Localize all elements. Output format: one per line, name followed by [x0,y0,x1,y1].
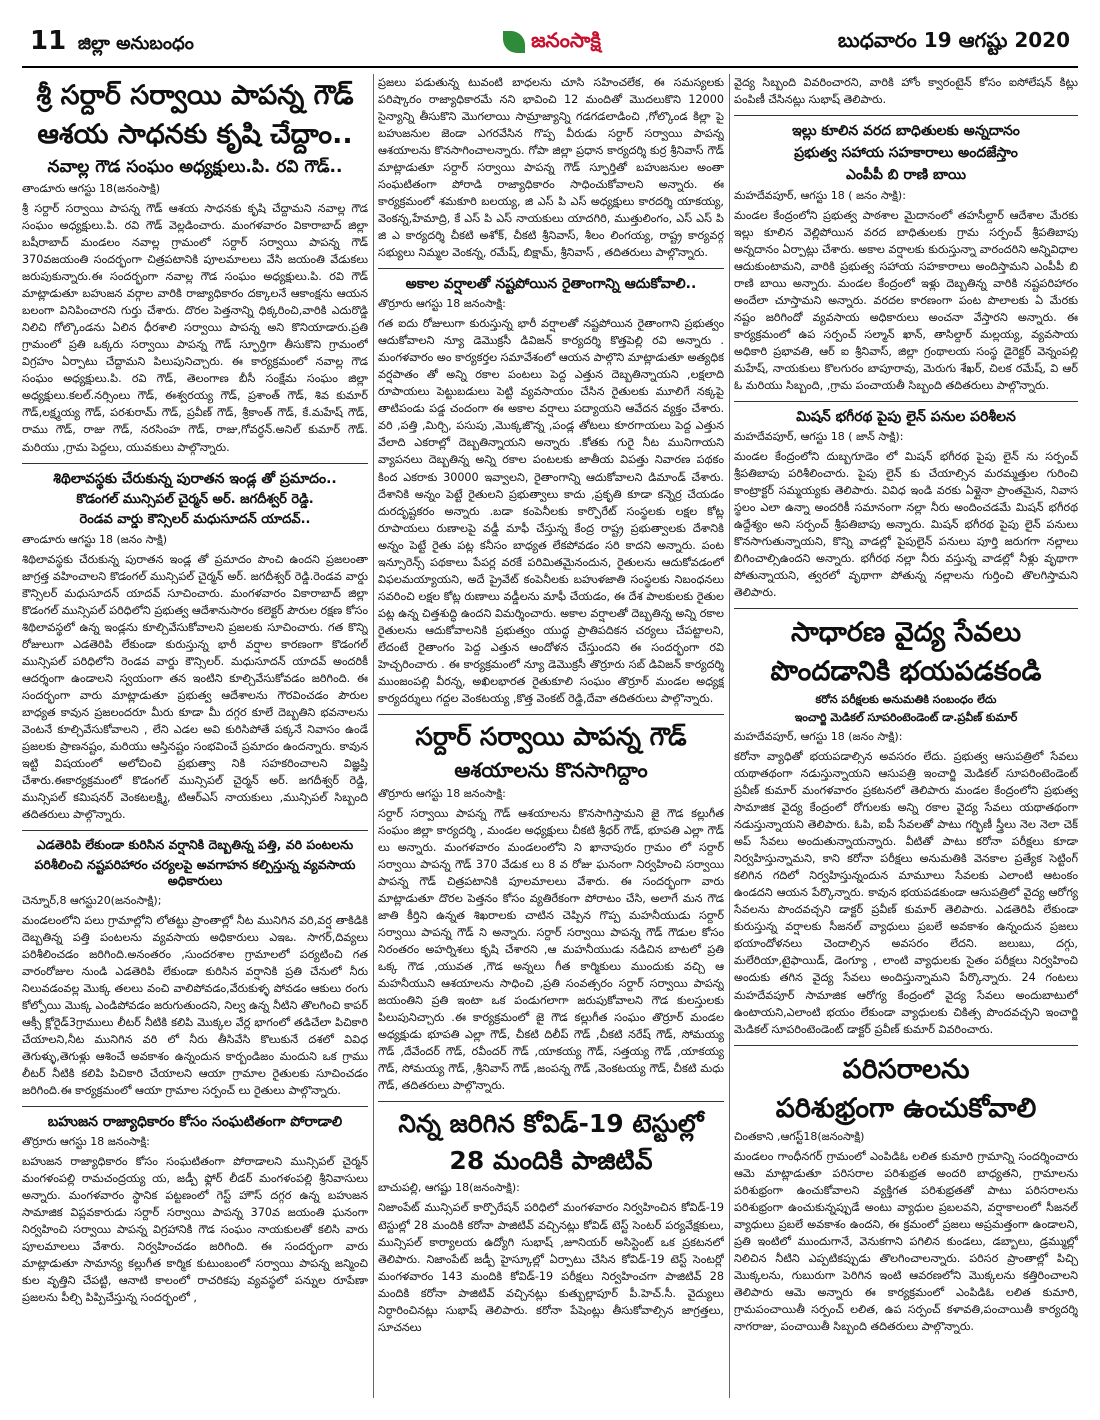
article-body: సర్దార్ సర్వాయి పాపన్న గౌడ్ ఆశయాలను కొనసాగిస్తామని జై గౌడ కల్లుగీత సంఘం జిల్లా కార్యదర్శి , మండల అధ్యక్షులు చీకటి శ్రీధర్ గౌడ్, భూపతి ఎల్లా గౌడ్ లు అన్నారు. మంగళవారం మండలంలోని ని ఖానాపురం గ్రామం లో సర్దార్ సర్వాయి పాపన్న గౌడ్ 370 వేడుక లు 8 వ రోజు ఘనంగా నిర్వహించి సర్వాయి పాపన్న గౌడ్ చిత్రపటానికి పూలమాలలు వేశారు. ఈ సందర్భంగా వారు మాట్లాడుతూ దొరల పెత్తనం కోసం వ్యతిరేకంగా పోరాటం చేసి, అలాగే మన గౌడ జాతి కీర్తిని ఉన్నత శిఖరాలకు చాటిన చెప్పిన గొప్ప మహనీయుడు సర్దార్ సర్వాయి పాపన్న గౌడ్ ని అన్నారు. సర్దార్ సర్వాయి పాపన్న గౌడ్ గౌడుల కోసం నిరంతరం అహర్నిశలు కృషి చేశారని ,ఆ మహనీయుడు నడిచిన బాటలో ప్రతి ఒక్క గౌడ ,యువత ,గౌడ అన్నలు గీత కార్మికులు ముందుకు వచ్చి ఆ మహనీయుని ఆశయాలను సాధించి ,ప్రతి సంవత్సరం సర్దార్ సర్వాయి పాపన్న జయంతిని ప్రతి ఇంటా ఒక పండుగలాగా జరుపుకోవాలని గౌడ కులస్తులకు పిలుపునిచ్చారు .ఈ కార్యక్రమంలో జై గౌడ కల్లుగీత సంఘం తొర్రూర్ మండల అధ్యక్షుడు భూపతి ఎల్లా గౌడ్, చీకటి దిలీప్ గౌడ్ ,చీకటి నరేష్ గౌడ్, సోమయ్య గౌడ్ ,దేవేందర్ గౌడ్, రవీందర్ గౌడ్ ,యాకయ్య గౌడ్, సత్తయ్య గౌడ్ ,యాకయ్య గౌడ్, సోమయ్య గౌడ్, ,శ్రీనివాస్ గౌడ్ ,జంపన్న గౌడ్ ,వెంకటయ్య గౌడ్, చీకటి మధు గౌడ్, తదితరులు పాల్గొన్నారు. [378,807,724,1093]
headline: సాధారణ వైద్య సేవలు [790,617,1022,649]
column-3 [734,74,1078,1398]
subheadline: నవాల్ల గౌడ సంఘం అధ్యక్షులు.పి. రవి గౌడ్.. [47,157,343,178]
article-body: నిజాంపేట్ మున్సిపల్ కార్పొరేషన్ పరిధిలో మంగళవారం నిర్వహించిన కోవిడ్-19 టెస్టుల్లో 28 మందికి కరోనా పాజిటివ్ వచ్చినట్లు కోవిడ్ టెస్ట్ సెంటర్ పర్యవేక్షకులు, మున్సిపల్ కార్యాలయ ఉద్యోగి సుభాష్ ,జూనియర్ అసిస్టెంట్ ఒక ప్రకటనలో తెలిపారు. నిజాంపేట్ జడ్పీ హైస్కూల్లో ఏర్పాటు చేసిన కోవిడ్-19 టెస్ట్ సెంటర్లో మంగళవారం 143 మందికి కోవిడ్-19 పరీక్షలు నిర్వహించగా పాజిటివ్ 28 మందికి కరోనా పాజిటివ్ వచ్చినట్లు కుత్బుల్లాపూర్ పీ.హెచ్.సీ. వైద్యులు నిర్ధారించినట్లు సుభాష్ తెలిపారు. కరోనా పేషెంట్లు తీసుకోవాల్సిన జాగ్రత్తలు, సూచనలు [378,1201,724,1334]
subheadline: కరోన పరీక్షలకు అనుమతికి సంబంధం లేదు [815,693,997,707]
page-header-left [30,26,194,58]
column-1 [22,74,368,1398]
logo-text: జనంసాక్షి [531,27,601,52]
article-farmers-rain [378,275,724,707]
divider [378,714,724,715]
headline: మిషన్ భగీరథ పైపు లైన్ పనుల పరిశీలన [796,408,1016,425]
article-body: శ్రీ సర్దార్ సర్వాయి పాపన్న గౌడ్ ఆశయ సాధనకు కృషి చేద్దామని నవాల్ల గౌడ సంఘం అధ్యక్షులు.పి. రవి గౌడ్ వెల్లడించారు. మంగళవారం వికారాబాద్ జిల్లా బషీరాబాద్ మండలం నవాల్ల గ్రామంలో సర్దార్ సర్వాయి పాపన్న గౌడ్ 370వజయంతి సందర్భంగా చిత్రపటానికి పూలమాలలు వేసి జయంతి వేడుకలు జరుపుకున్నారు.ఈ సందర్భంగా నవాల్ల గౌడ సంఘం అధ్యక్షులు.పి. రవి గౌడ్ మాట్లాడుతూ బహుజన వర్గాల వారికి రాజ్యాధికారం దక్కాలనే ఆకాంక్షను ఆయన బలంగా వినిపించారని గుర్తు చేశారు. దొరల పెత్తనాన్ని ధిక్కరించి,వారికి ఎదురొడ్డి నిలిచి గోల్కొండను ఏలిన ధీరశాలి సర్వాయి పాపన్న అని కొనియాడారు.ప్రతి గ్రామంలో ప్రతి ఒక్కరు సర్వాయి పాపన్న గౌడ్ స్ఫూర్తిగా తీసుకొని గ్రామంలో విగ్రహం ఏర్పాటు చేద్దామని పిలుపునిచ్చారు. ఈ కార్యక్రమంలో నవాల్ల గౌడ సంఘం అధ్యక్షులు.పి. రవి గౌడ్, తెలంగాణ బీసీ సంక్షేమ సంఘం జిల్లా అధ్యక్షులు.కలల్.నర్సింలు గౌడ్, ఈశ్వరయ్య గౌడ్, ప్రశాంత్ గౌడ్, శివ కుమార్ గౌడ్,లక్ష్మయ్య గౌడ్, పరశురామ్ గౌడ్, ప్రవీణ్ గౌడ్, శ్రీకాంత్ గౌడ్, కే.మహేష్ గౌడ్, రాము గౌడ్, రాజు గౌడ్, నరసింహ గౌడ్, రాజు,గోవర్ధన్.అనిల్ కుమార్ గౌడ్. మరియు ,గ్రామ పెద్దలు, యువకులు పాల్గొన్నారు. [22,202,368,454]
article-cleanliness [734,1052,1078,1335]
article-body: వైద్య సిబ్బంది వివరించారని, వారికి హోం క్వారంటైన్ కోసం ఐసోలేషన్ కిట్లు పంపిణీ చేసినట్లు సుభాష్ తెలిపారు. [734,76,1078,107]
column-divider [373,74,374,1398]
article-mission-bhagiratha [734,408,1078,601]
section-label: జిల్లా అనుబంధం [77,33,194,54]
headline: పొందడానికి భయపడకండి [770,656,1042,688]
dateline: మహదేవపూర్, ఆగస్టు 18 ( జాన్ సాక్షి): [734,429,904,443]
headline: శిథిలావస్థకు చేరుకున్న పురాతన ఇండ్ల తో ప్రమాదం.. [53,470,337,487]
article-body: బహుజన రాజ్యాధికారం కోసం సంఘటితంగా పోరాడాలని మున్సిపల్ చైర్మన్ మంగళంపల్లి రామచంద్రయ్య య, జడ్పీ ఫ్లోర్ లీడర్ మంగళంపల్లి శ్రీనివాసులు అన్నారు. మంగళవారం స్థానిక పట్టణంలో గెస్ట్ హౌస్ దగ్గర ఉన్న బహుజన సామాజిక విప్లవకారుడు సర్దార్ సర్వాయి పాపన్న 370వ జయంతి ఘనంగా నిర్వహించి సర్వాయి పాపన్న విగ్రహానికి గౌడ సంఘం నాయకులతో కలిసి వారు పూలమాలలు వేశారు. నిర్వహించడం జరిగింది. ఈ సందర్భంగా వారు మాట్లాడుతూ సామాన్య కల్లుగీత కార్మిక కుటుంబంలో సర్వాయి పాపన్న జన్మించి కుల వృత్తిని చేపట్టి, ఆనాటి కాలంలో రాచరికపు వ్యవస్థలో పన్నుల రూపేణా ప్రజలను పీల్చి పిప్పిచేస్తున్న సందర్భంలో , [22,1155,368,1305]
headline: ఎంపీపీ బి రాణి బాయి [845,167,967,184]
dateline: మహదేవపూర్, ఆగస్టు 18 (జనం సాక్షి): [734,730,903,744]
divider [22,830,368,831]
article-bahujana [22,1113,368,1306]
divider [378,268,724,269]
leaf-icon [503,31,525,53]
article-body: మండల కేంద్రంలోని దుబ్బగూడెం లో మిషన్ భగీరథ పైపు లైన్ ను సర్పంచ్ శ్రీపతిబాపు పరిశీలించారు. పైపు లైన్ కు చేయాల్సిన మరమ్మత్తుల గురించి కాంట్రాక్టర్ సమ్మయ్యకు తెలిపారు. వివిధ ఇండి వరకు ఏళ్లైనా ప్రాంతమైన, నివాస స్థలం ఎలా ఉన్నా అందరికీ సమానంగా నల్లా నీరు అందించడమే మిషన్ భగీరథ ఉద్దేశ్యం అని సర్పంచ్ శ్రీపతిబాపు అన్నారు. మిషన్ భగీరథ పైపు లైన్ పనులు కొనసాగుతున్నాయని, కొన్ని వాడల్లో పైపులైన్ పనులు పూర్తి జరుగగా నల్లాలు బిగించాల్సిఉందని అన్నారు. భగీరథ నల్లా నీరు వస్తున్న వాడల్లో నీళ్లు వృథాగా పోతున్నాయని, త్వరలో వృథాగా పోతున్న నల్లాలను గుర్తించి తొలగిస్తామని తెలిపారు. [734,449,1078,600]
masthead [22,22,1078,68]
page-number: 11 [30,26,67,56]
divider [734,608,1078,609]
newspaper-logo [472,24,632,60]
article-body: మండలం గాంధీనగర్ గ్రామంలో ఎంపిడిఓ లలిత కుమారి గ్రామాన్ని సందర్శించారు ఆమె మాట్లాడుతూ పరిసరాల పరిశుభ్రత అందరి బాధ్యతని, గ్రామాలను పరిశుభ్రంగా ఉంచుకోవాలని వ్యక్తిగత పరిశుభ్రతతో పాటు పరిసరాలను పరిశుభ్రంగా ఉంచుకున్నప్పుడే అంటు వ్యాధుల ప్రబలవని, వర్షాకాలంలో సీజనల్ వ్యాధులు ప్రబలే అవకాశం ఉందని, ఈ క్రమంలో ప్రజలు అప్రమత్తంగా ఉండాలని, ప్రతి ఇంటిలో ముందుగానే, వెనుకగాని పగిలిన కుండలు, డబ్బాలు, డ్రమ్ముల్లో నిలిచిన నీటిని ఎప్పటికప్పుడు తొలగించాలన్నారు. పరిసర ప్రాంతాల్లో పిచ్చి మొక్కలను, గుబురుగా పెరిగిన ఇంటి ఆవరణలోని మొక్కలను కత్తిరించాలని తెలిపారు ఆమె అన్నారు ఈ కార్యక్రమంలో ఎంపిడిఓ లలిత కుమారి, గ్రామపంచాయితీ సర్పంచ్ లలిత, ఉప సర్పంచ్ కళావతి,పంచాయితీ కార్యదర్శి నాగరాజు, పంచాయితీ సిబ్బంది తదితరులు పాల్గొన్నారు. [734,1149,1078,1333]
article-flood-victims [734,122,1078,394]
headline: ప్రభుత్వ సహాయ సహకారాలు అందజేస్తాం [794,145,1018,162]
dateline: బాచుపల్లి, ఆగష్టు 18(జనంసాక్షి): [378,1181,520,1195]
dateline: తొర్రూరు ఆగస్టు 18 జనంసాక్షి: [22,1135,150,1149]
article-body: శిథిలావస్థకు చేరుకున్న పురాతన ఇండ్ల తో ప్రమాదం పొంచి ఉందని ప్రజలంతా జాగ్రత్త వహించాలని కొడంగల్ మున్సిపల్ చైర్మన్ అర్. జగదీశ్వర్ రెడ్డి.రెండవ వార్డు కౌన్సిలర్ మధుసూదన్ యాదవ్ సూచించారు. మంగళవారం వికారాబాద్ జిల్లా కొడంగల్ మున్సిపల్ పరిధిలోని ప్రభుత్వ ఆదేశానుసారం కలెక్టర్ పౌరుల రక్షణ కోసం శిథిలావస్థలో ఉన్న ఇండ్లను కూల్చివేసుకోవాలని ప్రజలకు సూచించారు. గత కొన్ని రోజులుగా ఎడతెరిపి లేకుండా కురుస్తున్న భారీ వర్షాల కారణంగా కొడంగల్ మున్సిపల్ పరిధిలోని రెండవ వార్డు కౌన్సిలర్. మధుసూదన్ యాదవ్ అందరికీ ఆదర్శంగా ఉండాలని స్వయంగా తన ఇంటిని కూల్చివేసుకోవడం జరిగింది. ఈ సందర్భంగా వారు మాట్లాడుతూ ప్రభుత్వ ఆదేశాలను గౌరవించడం పౌరుల బాధ్యత కావున ప్రజలందరూ మీరు కూడా మీ దగ్గర కూలే దెబ్బతిని భవనాలను వెంటనే కూల్చివేసుకోవాలని , లేని ఎడల అవి కురిసిపోతే పక్కనే నివాసం ఉండే ప్రజలకు ప్రాణనష్టం, మరియు ఆస్తినష్టం సంభవించే ప్రమాదం ఉందన్నారు. కావున ఇట్టి విషయంలో అలోచించి ప్రభుత్వా నికి సహకరించాలని విజ్ఞప్తి చేశారు.ఈకార్యక్రమంలో కొడంగల్ మున్సిపల్ చైర్మన్ అర్. జగదీశ్వర్ రెడ్డి, మున్సిపల్ కమిషనర్ వెంకటలక్ష్మి, టిఆర్ఎస్ నాయకులు ,మున్సిపల్ సిబ్బంది తదితరులు పాల్గొన్నారు. [22,552,368,821]
headline: నిన్న జరిగిన కోవిడ్-19 టెస్టుల్లో [398,1109,704,1139]
article-continuation [734,74,1078,108]
headline: పరిసరాలను [842,1053,970,1085]
article-covid-tests [378,1108,724,1335]
article-continuation [378,74,724,261]
dateline: తాండూరు ఆగస్టు 18(జనంసాక్షి) [22,182,161,196]
subheadline: కొడంగల్ మున్సిపల్ చైర్మన్ అర్. జగదీశ్వర్ రెడ్డి. [76,491,314,507]
dateline: తొర్రూరు ఆగస్టు 18 జనంసాక్షి: [378,297,506,311]
column-divider [729,74,730,1398]
dateline: చెన్నూర్,8 ఆగస్టు20(జనంసాక్షి); [22,893,162,907]
article-body: మండల కేంద్రంలోని ప్రభుత్వ పాఠశాల మైదానంలో తహసీల్దార్ ఆదేశాల మేరకు ఇల్లు కూలిన వెల్లిపోయిన వరద బాధితులకు గ్రామ సర్పంచ్ శ్రీపతిబాపు అన్నదానం ఏర్పాట్లు చేశారు. అకాల వర్షాలకు కురుస్తున్నా వారందరిని అన్నివిధాల ఆదుకుంటామని, వారికి ప్రభుత్వ సహాయ సహకారాలు అందిస్తామని ఎంపీపీ బి రాణి బాయి అన్నారు. మండల కేంద్రంలో ఇళ్లు దెబ్బతిన్న వారికి నష్టపరిహారం అందేలా చూస్తామని అన్నారు. వరదల కారణంగా పంట పొలాలకు ఏ మేరకు నష్టం జరిగిందో వ్యవసాయ అధికారులు అంచనా వేస్తారని అన్నారు. ఈ కార్యక్రమంలో ఉప సర్పంచ్ సల్మాన్ ఖాన్, తాసిల్దార్ మల్లయ్య, వ్యవసాయ అధికారి ప్రభావతి, ఆర్ ఐ శ్రీనివాస్, జిల్లా గ్రంథాలయ సంస్థ డైరెక్టర్ వెన్నంపల్లి మహేష్, నాయకులు కొలగురం బాపూరావు, మెరుగు శేఖర్, చిలక రమేష్, వి ఆర్ ఓ మరియు సిబ్బంది, ,గ్రామ పంచాయతీ సిబ్బంది తదితరులు పాల్గొన్నారు. [734,208,1078,392]
article-body: ప్రజలు పడుతున్న టువంటి బాధలను చూసి సహించలేక, ఈ సమస్యలకు పరిష్కారం రాజ్యాధికారమే నని భావించి 12 మందితో మొదలుకొని 12000 సైన్యాన్ని తీసుకొని మొగలాయి సామ్రాజ్యాన్ని గడగడలాడించి ,గోల్కొండ కిల్లా పై బహుజనుల జెండా ఎగరవేసిన గొప్ప వీరుడు సర్దార్ సర్వాయి పాపన్న ఆశయాలను కొనసాగించాలన్నారు. గోపా జిల్లా ప్రధాన కార్యదర్శి కుర్ర శ్రీనివాస్ గౌడ్ మాట్లాడుతూ సర్దార్ సర్వాయి పాపన్న గౌడ్ స్ఫూర్తితో బహుజనుల అంతా సంఘటితంగా పోరాడి రాజ్యాధికారం సాధించుకోవాలని అన్నారు. ఈ కార్యక్రమంలో శమకూరి బలయ్య, జి ఎస్ పి ఎస్ అధ్యక్షులు కారదర్శి యాకయ్య, వెంకన్న,హేమాద్రి, కే ఎస్ పి ఎస్ నాయకులు యాదగిరి, ముత్తులింగం, ఎస్ ఎస్ పి జి ఎ కార్యదర్శి చీకటి అశోక్, చీకటి శ్రీనివాస్, శీలం లింగయ్య, రాష్ట్ర కార్యవర్గ సభ్యులు నిమ్మల వెంకన్న, రమేష్, బిక్షామ్, శ్రీనివాస్ , తదితరులు పాల్గొన్నారు. [378,76,724,260]
article-crop-damage [22,837,368,1099]
headline: సర్దార్ సర్వాయి పాపన్న గౌడ్ [415,721,687,751]
divider [734,115,1078,116]
subheadline: ఇంచార్జి మెడికల్ సూపరింటెండెంట్ డా.ప్రవీణ్ కుమార్ [794,711,1018,725]
article-papanna-ideals [378,721,724,1095]
dateline: తొర్రూరు ఆగస్టు 18 జనంసాక్షి: [378,787,506,801]
divider [734,401,1078,402]
newspaper-page [22,22,1078,1402]
article-medical-services [734,615,1078,1037]
article-body: గత ఐదు రోజులుగా కురుస్తున్న భారీ వర్షాలతో నష్టపోయిన రైతాంగాని ప్రభుత్వం ఆదుకోవాలని న్యూ డెమొక్రసీ డివిజన్ కార్యదర్శి కొత్తపెల్లి రవి అన్నారు . మంగళవారం అం కార్యకర్తల సమావేశంలో ఆయన పాల్గొని మాట్లాడుతూ అత్యధిక వర్షపాతం తో అన్ని రకాల పంటలు పెద్ద ఎత్తున దెబ్బతిన్నాయని ,లక్షలాది రూపాయలు పెట్టుబడులు పెట్టి వ్యవసాయం చేసిన రైతులకు మూలిగే నక్కపై తాటిపండు పడ్డ చందంగా ఈ అకాల వర్షాలు పద్యాయని ఆవేదన వ్యక్తం చేశారు. వరి ,పత్తి ,మిర్చి, పసుపు ,మొక్కజొన్న ,పండ్ల తోటలు కూరగాయలు పెద్ద ఎత్తున వేలాది ఎకరాల్లో దెబ్బతిన్నాయని అన్నారు .కోతకు గురై నీట మునిగాయని వ్యాపనలు దెబ్బతిన్న అన్ని రకాల పంటలకు జాతీయ విపత్తు నివారణ పథకం కింద ఎకరాకు 30000 ఇవ్వాలని, రైతాంగాన్ని ఆదుకోవాలని డిమాండ్ చేశారు. దేశానికి అన్నం పెట్టే రైతులని ప్రభుత్వాలు కాదు ,ప్రకృతి కూడా కన్నెర్ర చేయడం దురదృష్టకరం అన్నారు .బడా కంపెనీలకు కార్పొరేట్ సంస్థలకు లక్షల కోట్ల రూపాయలు రుణాలపై వడ్డీ మాఫీ చేస్తున్న కేంద్ర రాష్ట్ర ప్రభుత్వాలకు దేశానికి అన్నం పెట్టే రైతు పట్ల కనీసం బాధ్యత లేకపోవడం సరి కాదని అన్నారు. పంట ఇన్సూరెన్స్ పథకాలు పేపర్ల వరకే పరిమితమైనందున, రైతులను ఆదుకోవడంలో విఫలమయ్యాయని, అదే ప్రైవేట్ కంపెనీలకు బహుళజాతి సంస్థలకు నిబంధనలు సవరించి లక్షల కోట్ల రుణాలు వడ్డీలను మాఫీ చేయడం, ఈ దేశ పాలకులకు రైతుల పట్ల ఉన్న చిత్తశుద్ధి ఉందని విమర్శించారు. అకాల వర్షాలతో దెబ్బతిన్న అన్ని రకాల రైతులను ఆదుకోవాలనికి ప్రభుత్వం యుద్ధ ప్రాతిపదికన చర్యలు చేపట్టాలని, లేదంటే రైతాంగం పెద్ద ఎత్తున ఆందోళన చేస్తుందని ఈ సందర్భంగా రవి హెచ్చరించారు . ఈ కార్యక్రమంలో న్యూ డెమొక్రసీ తొర్రూరు సబ్ డివిజన్ కార్యదర్శి ముంజంపల్లి వీరన్న, అఖిలభారత రైతుకూలి సంఘం తొర్రూర్ మండల అధ్యక్ష కార్యదర్శులు గద్దల వెంకటయ్య ,కొత్త వెంకట్ రెడ్డి,దేవా తదితరులు పాల్గొన్నారు. [378,317,724,705]
dateline: మహదేవపూర్, ఆగస్టు 18 ( జనం సాక్షి): [734,188,906,202]
dateline: చింతకాని ,ఆగస్ట్18(జనంసాక్షి) [734,1129,865,1143]
issue-date: బుధవారం 19 ఆగష్టు 2020 [837,28,1070,52]
divider [378,1101,724,1102]
headline: 28 మందికి పాజిటివ్ [449,1145,653,1175]
headline: అకాల వర్షాలతో నష్టపోయిన రైతాంగాన్ని ఆదుకోవాలి.. [405,276,697,293]
headline: ఆశయ సాధనకు కృషి చేద్దాం.. [37,119,353,151]
subheadline: రెండవ వార్డు కౌన్సిలర్ మధుసూదన్ యాదవ్.. [79,511,311,527]
article-body: కరోనా వ్యాధితో భయపడాల్సిన అవసరం లేదు. ప్రభుత్వ ఆసుపత్రిలో సేవలు యథాతథంగా నడుస్తున్నాయని ఆసుపత్రి ఇంచార్జి మెడికల్ సూపరింటెండెంట్ ప్రవీణ్ కుమార్ మంగళవారం ప్రకటనలో తెలిపారు మండల కేంద్రంలోని ప్రభుత్వ సామాజిక వైద్య కేంద్రంలో రోగులకు అన్ని రకాల వైద్య సేవలు యథాతథంగా నడుస్తున్నాయని తెలిపారు. ఓపి, ఐపీ సేవలతో పాటు గర్భిణీ స్త్రీలు నెల నెలా చెక్ అప్ సేవలు అందుతున్నాయన్నారు. వీటితో పాటు కరోనా పరీక్షలు కూడా నిర్వహిస్తున్నామని, కాని కరోనా పరీక్షలు అనుమతికి వెనకాల ప్రత్యేక సెట్టింగ్ కలిగిన గదిలో నిర్వహిస్తున్నందున మామూలు సేవలకు ఎలాంటి ఆటంకం ఉండదని ఆయన పేర్కొన్నారు. కావున భయపడకుండా ఆసుపత్రిలో వైద్య ఆరోగ్య సేవలను పొందవచ్చని డాక్టర్ ప్రవీణ్ కుమార్ తెలిపారు. ఎడతెరిపి లేకుండా కురుస్తున్న వర్షాలకు సీజనల్ వ్యాధులు ప్రబలే అవకాశం ఉన్నందున ప్రజలు భయాందోళనలు చెందాల్సిన అవసరం లేదని. జలుబు, దగ్గు, మలేరియా,టైఫాయిడ్, డెంగ్యూ , లాంటి వ్యాధులకు సైతం పరీక్షలు నిర్వహించి అందుకు తగిన వైద్య సేవలు అందిస్తున్నామని పేర్కొన్నారు. 24 గంటలు మహదేవపూర్ సామాజిక ఆరోగ్య కేంద్రంలో వైద్య సేవలు అందుబాటులో ఉంటాయని,ఎలాంటి భయం లేకుండా వ్యాధులకు చికిత్స పొందవచ్చని ఇంచార్జి మెడికల్ సూపరింటెండెంట్ డాక్టర్ ప్రవీణ్ కుమార్ వివరించారు. [734,750,1078,1036]
headline: శ్రీ సర్దార్ సర్వాయి పాపన్న గౌడ్ [36,80,354,111]
article-body: మండలంలోని పలు గ్రామాల్లోని లోతట్టు ప్రాంతాల్లో నీట మునిగిన వరి,వర్ష తాకిడికి దెబ్బతిన్న పత్తి పంటలను వ్యవసాయ అధికారులు ఎఇఒ. సాగర్,దివ్యలు పరిశీలించడం జరిగింది.అనంతరం ,సుందరశాల గ్రామాలలో పర్యటించి గత వారంరోజుల నుండి ఎడతెరిపి లేకుండా కురిసిన వర్షానికి ప్రతి చేనులో నీరు నిలువడంవల్ల మొక్క తలలు వంచి వాలిపోవడం,వేరుకుళ్ళ పోవడం ఆకులు రంగు కోల్పోయి మొక్క ఎండిపోవడం జరుగుతుందని, నిల్వ ఉన్న నీటిని తొలగించి కాపర్ ఆక్సీ క్లోరైడ్3గ్రాములు లీటర్ నీటికి కలిపి మొక్కల వేర్ల భాగంలో తడిచేలా పిచికారి చేయాలని,నీట మునిగిన వరి లో నీరు తీసివేసి కొలుకునే దశలో వివిధ తెగుళ్ళు,తెగుళ్లు ఆశించే అవకాశం ఉన్నందున కార్బండిజం మందుని ఒక గ్రాము లీటర్ నీటికి కలిపి పిచికారి చేయాలని ఆయా గ్రామాల రైతులకు సూచించడం జరిగింది.ఈ కార్యక్రమంలో ఆయా గ్రామాల సర్పంచ్ లు రైతులు పాల్గొన్నారు. [22,913,368,1097]
article-old-houses [22,470,368,823]
divider [22,463,368,464]
headline: పరిశీలించి నష్టపరిహారం చర్యలపై అవగాహన కల్పిస్తున్న వ్యవసాయ అధికారులు [34,857,356,889]
article-papanna-navalla [22,78,368,456]
divider [22,1106,368,1107]
headline: ఇల్లు కూలిన వరద బాధితులకు అన్నదానం [792,123,1020,140]
divider [734,1045,1078,1046]
dateline: తాండూరు ఆగస్టు 18 (జనం సాక్షి) [22,532,168,546]
column-2 [378,74,724,1398]
headline: పరిశుభ్రంగా ఉంచుకోవాలి [775,1092,1037,1124]
headline: ఎడతెరిపి లేకుండా కురిసిన వర్షానికి దెబ్బతిన్న పత్తి, వరి పంటలను [36,836,354,852]
headline: బహుజన రాజ్యాధికారం కోసం సంఘటితంగా పోరాడాలి [47,1113,343,1130]
headline: ఆశయాలను కొనసాగిద్దాం [454,758,648,783]
